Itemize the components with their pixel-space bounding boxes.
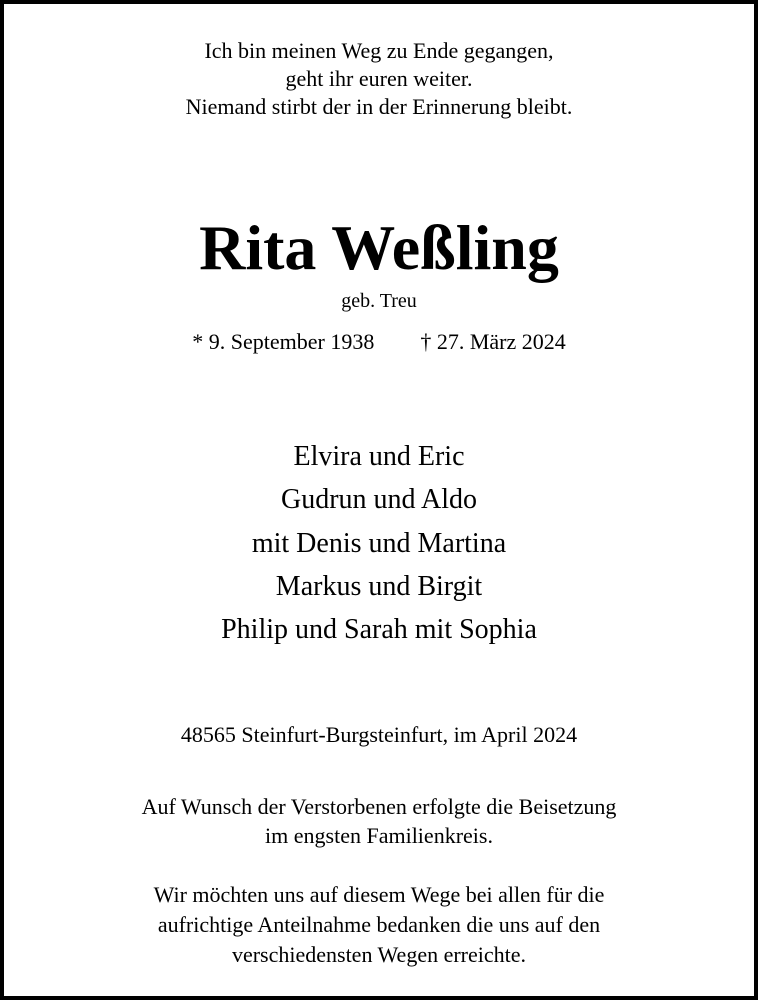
maiden-name: geb. Treu (341, 290, 417, 312)
mourner-line: Gudrun und Aldo (281, 484, 477, 516)
thanks-line: Wir möchten uns auf diesem Wege bei allen für die (153, 882, 605, 907)
verse-line: geht ihr euren weiter. (285, 66, 473, 91)
mourner-line: Markus und Birgit (275, 570, 483, 602)
notice-line: Auf Wunsch der Verstorbenen erfolgte die Beisetzung (141, 794, 617, 819)
verse-line: Ich bin meinen Weg zu Ende gegangen, (204, 38, 554, 63)
thanks-line: aufrichtige Anteilnahme bedanken die uns auf den (157, 912, 601, 937)
burial-notice (4, 792, 754, 850)
mourner-line: Elvira und Eric (293, 441, 465, 472)
deceased-name: Rita Weßling (199, 212, 559, 283)
birth-date: * 9. September 1938 (192, 329, 375, 354)
verse (4, 37, 754, 121)
thanks-line: verschiedensten Wegen erreichte. (231, 942, 527, 967)
verse-line: Niemand stirbt der in der Erinnerung bleibt. (185, 94, 573, 119)
life-dates (4, 328, 754, 356)
mourners-list (4, 435, 754, 651)
mourner-line: Philip und Sarah mit Sophia (221, 614, 537, 646)
place-date: 48565 Steinfurt-Burgsteinfurt, im April 2024 (180, 722, 578, 747)
thanks-note (4, 880, 754, 970)
death-date: † 27. März 2024 (420, 329, 566, 354)
notice-line: im engsten Familienkreis. (265, 823, 493, 848)
mourner-line: mit Denis und Martina (251, 527, 507, 559)
